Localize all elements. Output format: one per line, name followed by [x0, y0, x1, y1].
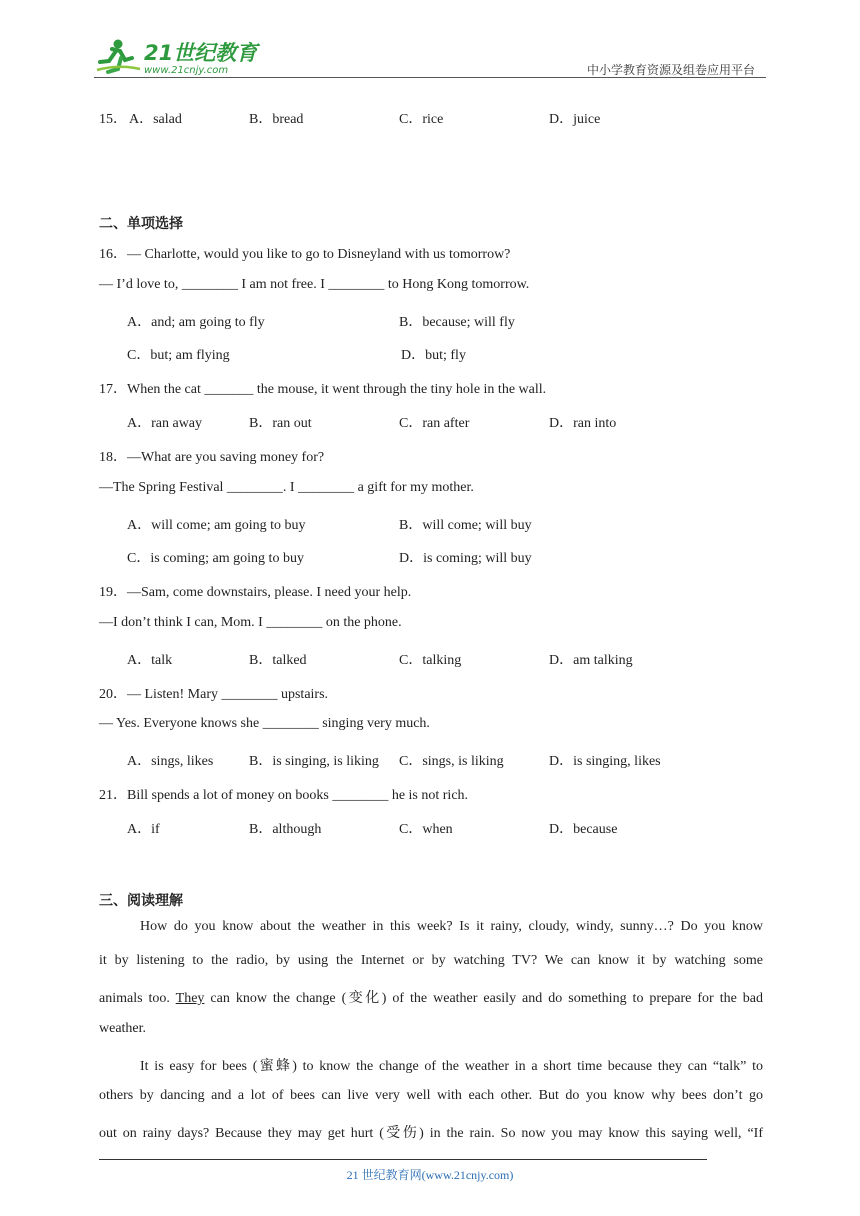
passage-line: others by dancing and a lot of bees can live very well with each other. But do you know why bees don’t go [99, 1088, 763, 1103]
q21-option-c[interactable]: C．when [399, 822, 453, 837]
q16-option-a[interactable]: A．and; am going to fly [127, 315, 265, 330]
q20-option-a[interactable]: A．sings, likes [127, 754, 214, 769]
q19-stem-line: —I don’t think I can, Mom. I ________ on the phone. [99, 615, 402, 630]
q20-stem-line: 20．— Listen! Mary ________ upstairs. [99, 687, 329, 702]
q17-option-d[interactable]: D．ran into [549, 416, 617, 431]
passage-line: out on rainy days? Because they may get hurt (受伤) in the rain. So now you may know this saying well, “If [99, 1126, 763, 1141]
q16-option-c[interactable]: C．but; am flying [127, 348, 230, 363]
q16-stem-line: 16．— Charlotte, would you like to go to Disneyland with us tomorrow? [99, 247, 511, 262]
q16-option-b[interactable]: B．because; will fly [399, 315, 515, 330]
q20-option-b[interactable]: B．is singing, is liking [249, 754, 379, 769]
q15-number: 15． [99, 112, 127, 127]
q18-option-b[interactable]: B．will come; will buy [399, 518, 532, 533]
q15-option-d[interactable]: D．juice [549, 112, 601, 127]
q18-option-a[interactable]: A．will come; am going to buy [127, 518, 306, 533]
section-title-single-choice: 二、单项选择 [99, 216, 183, 232]
svg-text:www.21cnjy.com: www.21cnjy.com [144, 65, 229, 76]
q18-stem-line: —The Spring Festival ________. I ________ a gift for my mother. [99, 480, 474, 495]
q18-option-c[interactable]: C．is coming; am going to buy [127, 551, 304, 566]
q15-option-b[interactable]: B．bread [249, 112, 304, 127]
q20-stem-line: — Yes. Everyone knows she ________ singing very much. [99, 716, 430, 731]
underlined-word: They [175, 991, 205, 1006]
section-title-reading: 三、阅读理解 [99, 893, 183, 909]
passage-line: animals too. They can know the change (变化) of the weather easily and do something to prepare for the bad [99, 991, 763, 1006]
q20-option-c[interactable]: C．sings, is liking [399, 754, 504, 769]
q19-option-d[interactable]: D．am talking [549, 653, 633, 668]
q17-stem-line: 17．When the cat _______ the mouse, it went through the tiny hole in the wall. [99, 382, 547, 397]
q17-option-b[interactable]: B．ran out [249, 416, 312, 431]
svg-text:21世纪教育: 21世纪教育 [144, 41, 258, 65]
passage-line: How do you know about the weather in this week? Is it rainy, cloudy, windy, sunny…? Do you know [140, 919, 763, 934]
passage-line: It is easy for bees (蜜蜂) to know the change of the weather in a short time because they can “talk” to [140, 1059, 763, 1074]
q15-option-c[interactable]: C．rice [399, 112, 444, 127]
q19-option-b[interactable]: B．talked [249, 653, 307, 668]
q21-option-a[interactable]: A．if [127, 822, 160, 837]
footer-divider [99, 1159, 707, 1160]
q18-stem-line: 18．—What are you saving money for? [99, 450, 325, 465]
q16-stem-line: — I’d love to, ________ I am not free. I ________ to Hong Kong tomorrow. [99, 277, 530, 292]
passage-line: weather. [99, 1021, 147, 1036]
q19-option-a[interactable]: A．talk [127, 653, 173, 668]
q18-option-d[interactable]: D．is coming; will buy [399, 551, 532, 566]
header-platform-text: 中小学教育资源及组卷应用平台 [586, 63, 755, 77]
q20-option-d[interactable]: D．is singing, likes [549, 754, 661, 769]
q17-option-c[interactable]: C．ran after [399, 416, 470, 431]
q21-stem-line: 21．Bill spends a lot of money on books ________ he is not rich. [99, 788, 469, 803]
q21-option-d[interactable]: D．because [549, 822, 618, 837]
passage-line: it by listening to the radio, by using the Internet or by watching TV? We can know it by watching some [99, 953, 763, 968]
q16-option-d[interactable]: D．but; fly [401, 348, 466, 363]
q19-stem-line: 19．—Sam, come downstairs, please. I need your help. [99, 585, 412, 600]
footer-text: 21 世纪教育网(www.21cnjy.com) [346, 1168, 514, 1182]
header-divider [94, 77, 766, 78]
q21-option-b[interactable]: B．although [249, 822, 322, 837]
q17-option-a[interactable]: A．ran away [127, 416, 203, 431]
q19-option-c[interactable]: C．talking [399, 653, 462, 668]
site-logo [94, 36, 264, 78]
q15-option-a[interactable]: A．salad [129, 112, 182, 127]
